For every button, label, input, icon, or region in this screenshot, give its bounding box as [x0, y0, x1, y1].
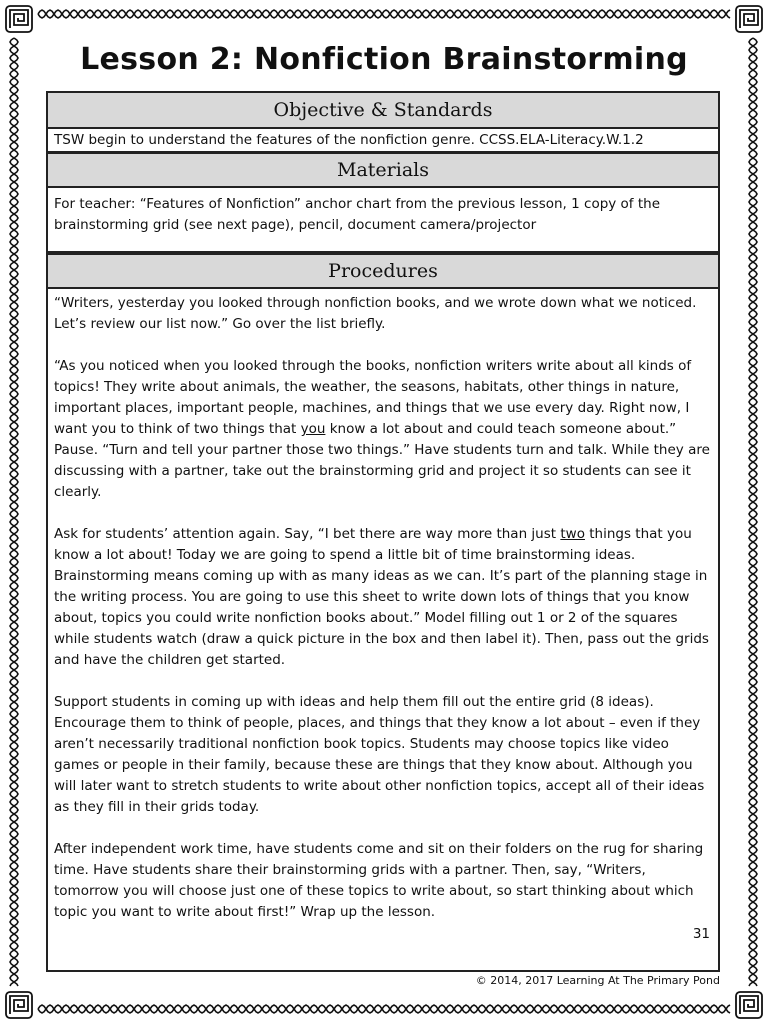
- procedure-paragraph-1: “Writers, yesterday you looked through nonfiction books, and we wrote down what we noticed. Let’s review our list now.” Go over the list briefly.: [54, 295, 697, 332]
- procedure-paragraph-3-part-2: things that you know a lot about! Today we are going to spend a little bit of time brainstorming ideas. Brainstorming means coming up with as many ideas as we can. It’s part of the planning stage in the writing process. You are going to use this sheet to write down lots of things that you know about, topics you could write nonfiction books about.” Model filling out 1 or 2 of the squares while students watch (draw a quick picture in the box and then label it). Then, pass out the grids and have the children get started.: [54, 526, 709, 668]
- procedure-paragraph-2: [54, 356, 712, 503]
- procedures-section: [46, 253, 720, 972]
- underlined-word-you: you: [300, 421, 326, 437]
- procedure-paragraph-2-part-2: know a lot about and could teach someone about.” Pause. “Turn and tell your partner those two things.” Have students turn and talk. While they are discussing with a partner, take out the brainstorming grid and project it so students can see it clearly.: [54, 421, 710, 500]
- procedure-paragraph-3-part-1: Ask for students’ attention again. Say, “I bet there are way more than just: [54, 526, 561, 542]
- spiral-square-icon: [736, 6, 762, 32]
- spiral-square-icon: [6, 992, 32, 1018]
- procedures-body: [48, 289, 718, 923]
- procedure-paragraph-5: After independent work time, have students come and sit on their folders on the rug for sharing time. Have students share their brainstorming grids with a partner. Then, say, “Writers, tomorrow you will choose just one of these topics to write about, so start thinking about which topic you want to write about first!” Wrap up the lesson.: [54, 841, 704, 920]
- procedure-paragraph-3: [54, 524, 712, 671]
- underlined-word-two: two: [560, 526, 585, 542]
- procedure-paragraph-4: Support students in coming up with ideas and help them fill out the entire grid (8 ideas). Encourage them to think of people, places, and things that they know a lot about – even if they aren’t necessarily traditional nonfiction book topics. Students may choose topics like video games or people in their family, because these are things that they know about. Although you will later want to stretch students to write about other nonfiction topics, accept all of their ideas as they fill in their grids today.: [54, 694, 705, 815]
- procedure-paragraph-2-part-1: “As you noticed when you looked through the books, nonfiction writers write about all kinds of topics! They write about animals, the weather, the seasons, habitats, other things in nature, important places, important people, machines, and things that we use every day. Right now, I want you to think of two things that: [54, 358, 692, 437]
- materials-text: For teacher: “Features of Nonfiction” anchor chart from the previous lesson, 1 copy of the brainstorming grid (see next page), pencil, document camera/projector: [54, 196, 661, 233]
- objective-text: TSW begin to understand the features of the nonfiction genre. CCSS.ELA-Literacy.W.1.2: [54, 132, 644, 148]
- objective-section: [46, 91, 720, 153]
- materials-section: [46, 152, 720, 253]
- spiral-square-icon: [6, 6, 32, 32]
- materials-heading: Materials: [48, 154, 718, 188]
- page-title: Lesson 2: Nonfiction Brainstorming: [80, 42, 688, 77]
- procedures-heading: Procedures: [48, 255, 718, 289]
- objective-heading: Objective & Standards: [48, 93, 718, 129]
- copyright-notice: © 2014, 2017 Learning At The Primary Pond: [475, 974, 720, 987]
- page-number: 31: [692, 926, 710, 942]
- spiral-square-icon: [736, 992, 762, 1018]
